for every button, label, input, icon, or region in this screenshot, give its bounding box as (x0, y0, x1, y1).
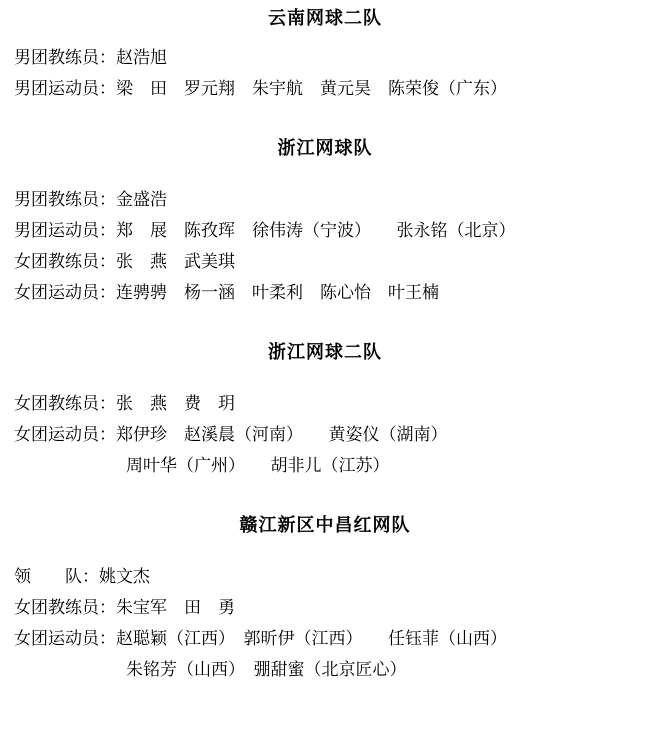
team-title: 云南网球二队 (268, 8, 382, 28)
roster-line: 男团运动员：郑 展 陈孜珲 徐伟涛（宁波） 张永铭（北京） (14, 221, 516, 240)
spacer (14, 366, 636, 388)
team-section-zhejiang-2 (14, 338, 636, 481)
spacer (14, 308, 636, 338)
roster-line: 男团教练员：金盛浩 (14, 190, 167, 209)
roster-line: 男团运动员：梁 田 罗元翔 朱宇航 黄元昊 陈荣俊（广东） (14, 79, 507, 98)
team-title: 赣江新区中昌红网队 (239, 515, 411, 535)
roster-line: 女团教练员：张 燕 武美琪 (14, 252, 235, 271)
roster-line: 男团教练员：赵浩旭 (14, 48, 167, 67)
team-section-yunnan-2 (14, 4, 636, 104)
roster-line: 周叶华（广州） 胡非儿（江苏） (126, 456, 390, 475)
team-title: 浙江网球队 (277, 138, 373, 158)
roster-line: 女团教练员：张 燕 费 玥 (14, 394, 235, 413)
spacer (14, 32, 636, 42)
team-section-zhejiang (14, 134, 636, 308)
team-section-ganjiang (14, 511, 636, 685)
spacer (14, 539, 636, 561)
roster-line: 朱铭芳（山西） 弸甜蜜（北京匠心） (126, 660, 407, 679)
roster-line: 女团运动员：赵聪颖（江西） 郭昕伊（江西） 任钰菲（山西） (14, 629, 507, 648)
spacer (14, 104, 636, 134)
team-title: 浙江网球二队 (268, 342, 382, 362)
roster-line: 女团运动员：郑伊珍 赵溪晨（河南） 黄姿仪（湖南） (14, 425, 448, 444)
spacer (14, 162, 636, 184)
roster-line: 女团教练员：朱宝军 田 勇 (14, 598, 235, 617)
roster-line: 领 队：姚文杰 (14, 567, 150, 586)
spacer (14, 481, 636, 511)
roster-line: 女团运动员：连骋骋 杨一涵 叶柔利 陈心怡 叶王楠 (14, 283, 439, 302)
